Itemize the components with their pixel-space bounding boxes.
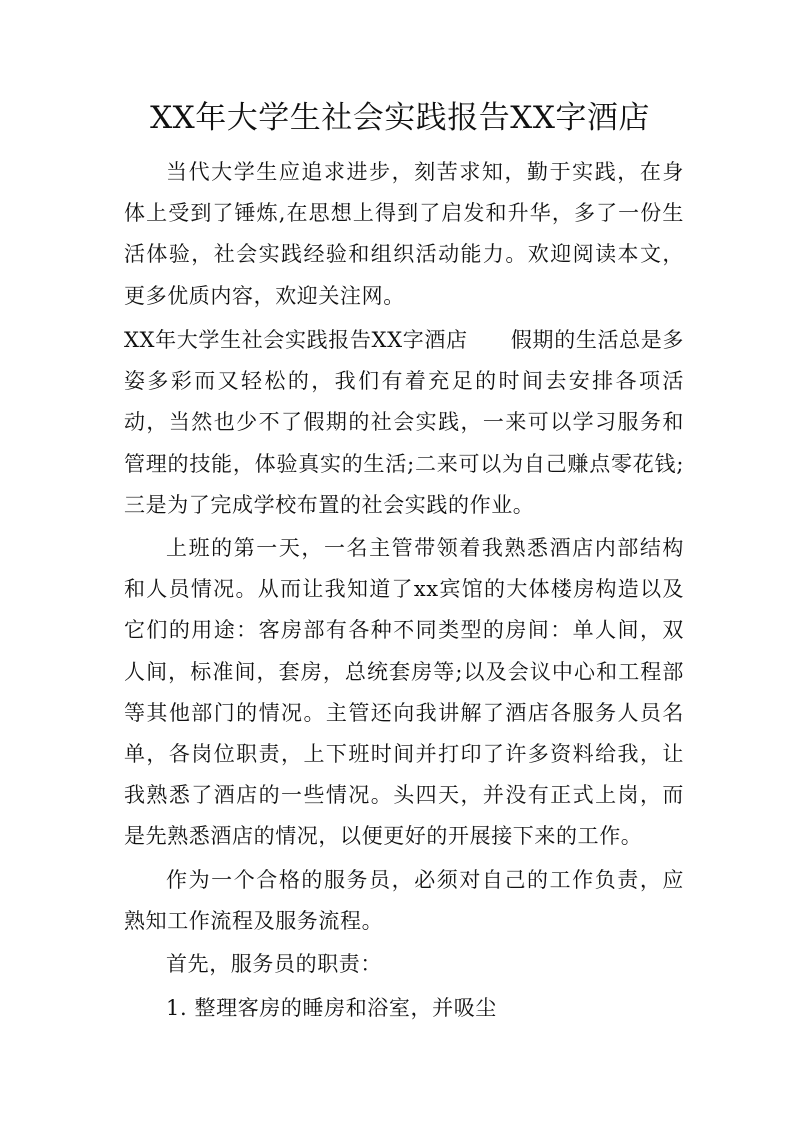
report-opening-paragraph: XX年大学生社会实践报告XX字酒店 假期的生活总是多姿多彩而又轻松的，我们有着充足的时间去安排各项活动，当然也少不了假期的社会实践，一来可以学习服务和管理的技能，体验真实的生活;二来可以为自己赚点零花钱;三是为了完成学校布置的社会实践的作业。 <box>124 328 684 517</box>
responsibility-paragraph: 作为一个合格的服务员，必须对自己的工作负责，应熟知工作流程及服务流程。 <box>124 868 684 934</box>
intro-paragraph: 当代大学生应追求进步，刻苦求知，勤于实践，在身体上受到了锤炼,在思想上得到了启发和升华，多了一份生活体验，社会实践经验和组织活动能力。欢迎阅读本文，更多优质内容，欢迎关注网。 <box>124 160 684 308</box>
duties-heading: 首先，服务员的职责： <box>166 952 382 976</box>
list-item: 1. 整理客房的睡房和浴室，并吸尘 <box>166 996 497 1020</box>
document-title: XX年大学生社会实践报告XX字酒店 <box>150 100 650 136</box>
first-day-paragraph: 上班的第一天，一名主管带领着我熟悉酒店内部结构和人员情况。从而让我知道了xx宾馆的大体楼房构造以及它们的用途：客房部有各种不同类型的房间：单人间，双人间，标准间，套房，总统套房等;以及会议中心和工程部等其他部门的情况。主管还向我讲解了酒店各服务人员名单，各岗位职责，上下班时间并打印了许多资料给我，让我熟悉了酒店的一些情况。头四天，并没有正式上岗，而是先熟悉酒店的情况，以便更好的开展接下来的工作。 <box>124 536 684 849</box>
